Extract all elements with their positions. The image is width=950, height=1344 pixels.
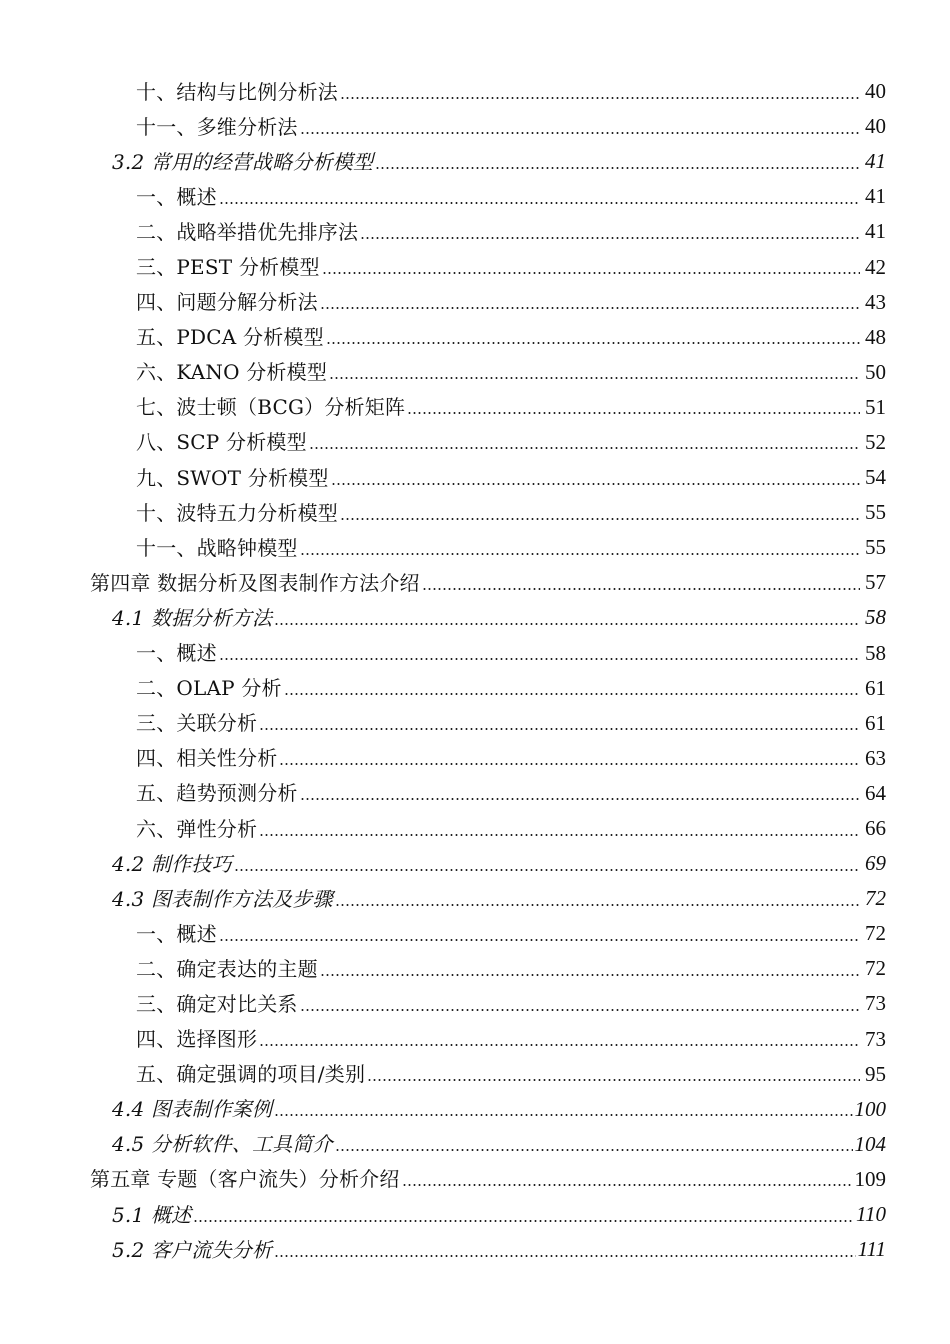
toc-entry-label: 三、确定对比关系 (136, 991, 298, 1016)
toc-dot-leader (274, 608, 860, 628)
toc-entry-label: 第四章 数据分析及图表制作方法介绍 (90, 570, 420, 595)
toc-page-number: 41 (865, 184, 886, 209)
toc-entry-label: 三、关联分析 (136, 711, 258, 736)
toc-entry-label: 5.1 概述 (112, 1202, 192, 1227)
toc-entry-label: 5.2 客户流失分析 (112, 1237, 273, 1262)
toc-entry[interactable] (0, 706, 950, 741)
toc-entry-label: 五、PDCA 分析模型 (136, 325, 324, 350)
toc-dot-leader (300, 117, 860, 137)
toc-dot-leader (335, 1134, 853, 1154)
toc-dot-leader (360, 222, 860, 242)
toc-section-entry[interactable] (0, 1232, 950, 1267)
toc-entry-label: 4.2 制作技巧 (112, 851, 232, 876)
toc-entry-label: 十一、多维分析法 (136, 114, 298, 139)
toc-dot-leader (402, 1169, 853, 1189)
toc-page-number: 104 (854, 1131, 886, 1156)
table-of-contents (0, 74, 950, 1267)
toc-entry[interactable] (0, 916, 950, 951)
toc-entry[interactable] (0, 951, 950, 986)
toc-dot-leader (259, 819, 860, 839)
toc-page-number: 73 (865, 991, 886, 1016)
toc-page-number: 41 (865, 149, 886, 174)
toc-entry[interactable] (0, 636, 950, 671)
toc-entry-label: 4.5 分析软件、工具简介 (112, 1132, 333, 1157)
toc-dot-leader (300, 538, 860, 558)
toc-dot-leader (422, 573, 860, 593)
toc-dot-leader (375, 152, 860, 172)
toc-dot-leader (193, 1205, 854, 1225)
toc-dot-leader (219, 924, 860, 944)
toc-entry-label: 4.1 数据分析方法 (112, 605, 273, 630)
toc-entry-label: 一、概述 (136, 641, 217, 666)
toc-dot-leader (329, 362, 860, 382)
toc-page-number: 41 (865, 219, 886, 244)
toc-page-number: 51 (865, 394, 886, 419)
toc-entry-label: 4.3 图表制作方法及步骤 (112, 886, 333, 911)
toc-entry-label: 六、KANO 分析模型 (136, 360, 328, 385)
toc-page-number: 43 (865, 289, 886, 314)
toc-page-number: 109 (854, 1166, 886, 1191)
toc-page-number: 61 (865, 710, 886, 735)
toc-entry[interactable] (0, 390, 950, 425)
toc-page-number: 72 (865, 886, 886, 911)
toc-chapter-entry[interactable] (0, 1162, 950, 1197)
toc-page-number: 54 (865, 465, 886, 490)
toc-section-entry[interactable] (0, 600, 950, 635)
toc-entry-label: 3.2 常用的经营战略分析模型 (112, 149, 374, 174)
toc-page-number: 42 (865, 254, 886, 279)
toc-entry[interactable] (0, 179, 950, 214)
toc-entry-label: 十一、战略钟模型 (136, 535, 298, 560)
toc-section-entry[interactable] (0, 144, 950, 179)
toc-dot-leader (340, 503, 860, 523)
toc-dot-leader (335, 889, 860, 909)
toc-entry[interactable] (0, 1057, 950, 1092)
toc-dot-leader (331, 468, 860, 488)
toc-entry[interactable] (0, 1022, 950, 1057)
toc-entry[interactable] (0, 811, 950, 846)
toc-entry-label: 三、PEST 分析模型 (136, 255, 320, 280)
toc-dot-leader (284, 678, 860, 698)
toc-entry[interactable] (0, 285, 950, 320)
toc-page-number: 52 (865, 429, 886, 454)
toc-dot-leader (219, 187, 860, 207)
toc-entry-label: 四、选择图形 (136, 1027, 258, 1052)
toc-dot-leader (234, 854, 860, 874)
toc-section-entry[interactable] (0, 1197, 950, 1232)
toc-entry[interactable] (0, 460, 950, 495)
toc-entry[interactable] (0, 425, 950, 460)
toc-dot-leader (320, 959, 860, 979)
toc-entry[interactable] (0, 530, 950, 565)
toc-dot-leader (259, 713, 860, 733)
toc-entry-label: 五、趋势预测分析 (136, 781, 298, 806)
toc-entry-label: 十、结构与比例分析法 (136, 79, 338, 104)
toc-entry-label: 一、概述 (136, 921, 217, 946)
toc-entry-label: 九、SWOT 分析模型 (136, 465, 329, 490)
toc-page-number: 40 (865, 79, 886, 104)
toc-dot-leader (279, 748, 860, 768)
toc-entry[interactable] (0, 74, 950, 109)
toc-dot-leader (367, 1064, 860, 1084)
toc-entry-label: 四、相关性分析 (136, 746, 278, 771)
toc-chapter-entry[interactable] (0, 565, 950, 600)
toc-page-number: 100 (854, 1096, 886, 1121)
toc-page-number: 95 (865, 1061, 886, 1086)
toc-section-entry[interactable] (0, 1127, 950, 1162)
toc-section-entry[interactable] (0, 1092, 950, 1127)
toc-dot-leader (300, 994, 860, 1014)
toc-dot-leader (407, 397, 860, 417)
toc-page-number: 40 (865, 114, 886, 139)
toc-dot-leader (274, 1099, 852, 1119)
toc-page-number: 66 (865, 816, 886, 841)
toc-dot-leader (326, 327, 860, 347)
toc-dot-leader (300, 783, 860, 803)
toc-entry-label: 八、SCP 分析模型 (136, 430, 307, 455)
toc-entry[interactable] (0, 355, 950, 390)
toc-page-number: 57 (865, 570, 886, 595)
toc-dot-leader (309, 432, 860, 452)
toc-entry[interactable] (0, 214, 950, 249)
toc-entry-label: 二、OLAP 分析 (136, 676, 282, 701)
toc-entry[interactable] (0, 776, 950, 811)
toc-page-number: 58 (865, 605, 886, 630)
toc-entry-label: 六、弹性分析 (136, 816, 258, 841)
toc-entry-label: 五、确定强调的项目/类别 (136, 1062, 366, 1087)
toc-page-number: 110 (856, 1202, 886, 1227)
toc-dot-leader (259, 1029, 860, 1049)
toc-page-number: 58 (865, 640, 886, 665)
toc-entry-label: 十、波特五力分析模型 (136, 500, 338, 525)
toc-entry-label: 4.4 图表制作案例 (112, 1097, 273, 1122)
toc-entry-label: 二、确定表达的主题 (136, 956, 318, 981)
toc-section-entry[interactable] (0, 881, 950, 916)
toc-entry-label: 七、波士顿（BCG）分析矩阵 (136, 395, 406, 420)
toc-page-number: 63 (865, 745, 886, 770)
toc-page-number: 69 (865, 851, 886, 876)
toc-dot-leader (219, 643, 860, 663)
toc-dot-leader (320, 292, 860, 312)
toc-page-number: 72 (865, 921, 886, 946)
toc-dot-leader (322, 257, 860, 277)
toc-entry-label: 二、战略举措优先排序法 (136, 219, 359, 244)
toc-page-number: 48 (865, 324, 886, 349)
toc-page-number: 64 (865, 780, 886, 805)
toc-dot-leader (274, 1240, 855, 1260)
toc-page-number: 61 (865, 675, 886, 700)
toc-page-number: 72 (865, 956, 886, 981)
toc-page-number: 50 (865, 359, 886, 384)
toc-entry[interactable] (0, 986, 950, 1021)
toc-page-number: 111 (857, 1237, 886, 1262)
toc-entry[interactable] (0, 249, 950, 284)
toc-section-entry[interactable] (0, 846, 950, 881)
toc-page-number: 55 (865, 500, 886, 525)
toc-page-number: 55 (865, 535, 886, 560)
toc-entry-label: 四、问题分解分析法 (136, 290, 318, 315)
toc-entry[interactable] (0, 320, 950, 355)
toc-entry[interactable] (0, 741, 950, 776)
toc-entry[interactable] (0, 109, 950, 144)
toc-entry-label: 一、概述 (136, 184, 217, 209)
toc-entry[interactable] (0, 671, 950, 706)
toc-entry[interactable] (0, 495, 950, 530)
toc-dot-leader (340, 82, 860, 102)
toc-page-number: 73 (865, 1026, 886, 1051)
toc-entry-label: 第五章 专题（客户流失）分析介绍 (90, 1167, 400, 1192)
